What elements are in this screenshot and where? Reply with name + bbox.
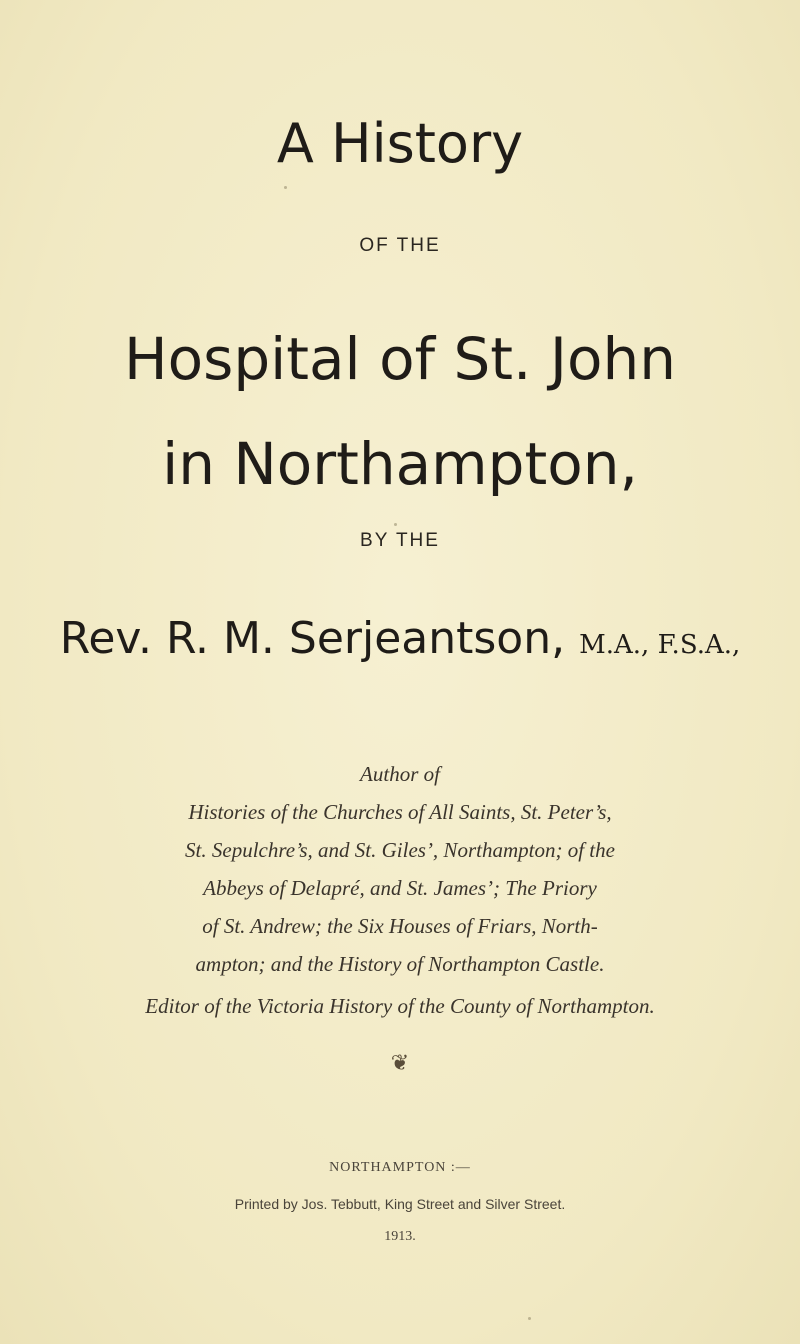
imprint-printer: Printed by Jos. Tebbutt, King Street and Silver Street. xyxy=(234,1196,566,1212)
book-title-of-the: OF THE xyxy=(359,235,441,256)
paper-speck xyxy=(394,523,397,526)
author-of-label: Author of xyxy=(360,762,440,786)
imprint-city: NORTHAMPTON :— xyxy=(329,1160,471,1175)
imprint-year: 1913. xyxy=(384,1229,416,1244)
editor-line: Editor of the Victoria History of the County of Northampton. xyxy=(145,994,655,1018)
book-title-line-4: in Northampton, xyxy=(162,430,638,498)
description-line-2: St. Sepulchre’s, and St. Giles’, Northampton; of the xyxy=(185,838,615,862)
paper-speck xyxy=(528,1317,531,1320)
author-name xyxy=(0,613,800,664)
book-title-line-3: Hospital of St. John xyxy=(124,325,676,393)
description-line-1: Histories of the Churches of All Saints, St. Peter’s, xyxy=(188,800,612,824)
author-name-main: Rev. R. M. Serjeantson, xyxy=(59,613,566,664)
by-the-label: BY THE xyxy=(360,530,440,551)
description-line-5: ampton; and the History of Northampton Castle. xyxy=(195,952,605,976)
description-line-3: Abbeys of Delapré, and St. James’; The Priory xyxy=(203,876,597,900)
fleuron-icon: ❦ xyxy=(390,1051,410,1076)
paper-speck xyxy=(284,186,287,189)
author-degrees: M.A., F.S.A., xyxy=(579,630,741,660)
book-title-line-1: A History xyxy=(276,112,524,175)
description-line-4: of St. Andrew; the Six Houses of Friars, North- xyxy=(202,914,598,938)
